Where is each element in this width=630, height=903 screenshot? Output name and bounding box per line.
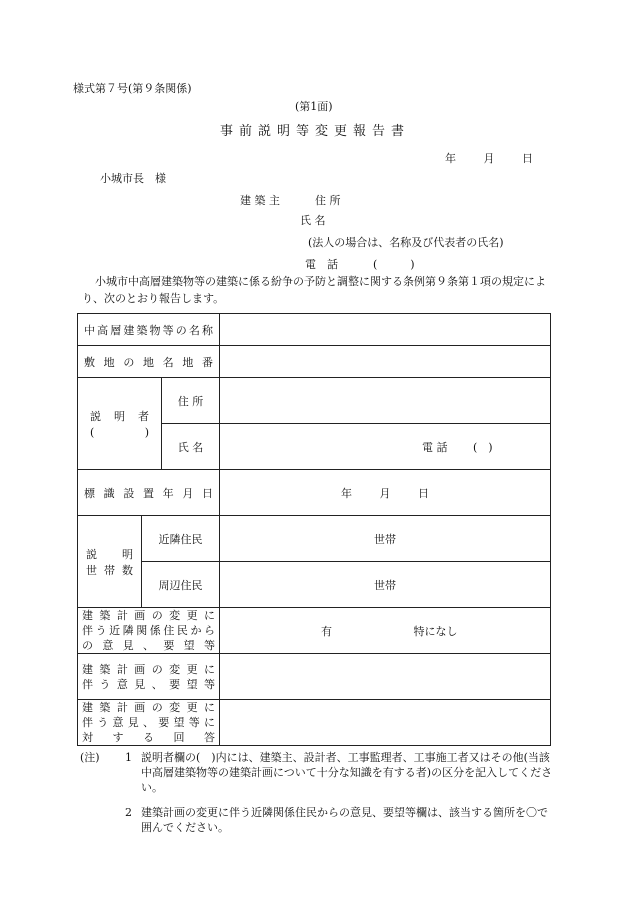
opinions-line-1: 建築計画の変更に (82, 662, 215, 676)
response-line-1: 建築計画の変更に (82, 701, 215, 714)
applicant-phone-row (305, 256, 415, 272)
row-opinions (78, 654, 551, 700)
applicant-phone-parens: ( ) (373, 258, 415, 271)
note-item-2 (125, 805, 555, 835)
row-response (78, 700, 551, 746)
intro-text: 小城市中高層建築物等の建築に係る紛争の予防と調整に関する条例第９条第１項の規定により、次のとおり報告します。 (82, 275, 546, 305)
surrounding-residents-label: 周辺住民 (142, 562, 220, 608)
opinions-yes-option[interactable]: 有 (321, 624, 332, 638)
note-1-number: 1 (125, 751, 132, 764)
site-lot-label: 敷地の地名地番 (78, 346, 220, 378)
document-title: 事前説明等変更報告書 (219, 124, 410, 139)
neighbor-households-value[interactable]: 世帯 (220, 516, 551, 562)
response-field[interactable] (220, 700, 551, 746)
addressee: 小城市長 様 (100, 172, 166, 185)
explainer-parens: ( ) (90, 425, 149, 439)
building-name-field[interactable] (220, 314, 551, 346)
applicant-address-row (240, 192, 341, 208)
explainer-address-label: 住 所 (162, 378, 220, 424)
row-building-name (78, 314, 551, 346)
applicant-name-label: 氏 名 (300, 214, 326, 227)
note-1-text: 説明者欄の( )内には、建築主、設計者、工事監理者、工事施工者又はその他(当該中高層建築物等の建築計画について十分な知識を有する者)の区分を記入してください。 (141, 751, 553, 794)
applicant-phone-label: 電 話 (305, 258, 338, 271)
response-line-2: 伴う意見、要望等に (82, 716, 215, 729)
applicant-role-label: 建 築 主 (240, 194, 280, 207)
explainer-name-field[interactable] (220, 424, 551, 470)
opinions-none-option[interactable]: 特になし (413, 624, 458, 638)
row-neighbor-households (78, 516, 551, 562)
explainer-label-cell (78, 378, 162, 470)
explainer-name-label: 氏 名 (162, 424, 220, 470)
building-name-label: 中高層建築物等の名称 (78, 314, 220, 346)
sign-date-value: 年 月 日 (220, 470, 551, 516)
row-sign-date (78, 470, 551, 516)
response-label (78, 700, 220, 746)
face-label: (第1面) (295, 100, 333, 113)
neighbor-residents-label: 近隣住民 (142, 516, 220, 562)
surrounding-households-value[interactable]: 世帯 (220, 562, 551, 608)
sign-date-label: 標識設置年月日 (78, 470, 220, 516)
row-neighbor-opinions (78, 608, 551, 654)
site-lot-field[interactable] (220, 346, 551, 378)
opinions-neighbors-label (78, 608, 220, 654)
report-date: 年 月 日 (445, 152, 533, 165)
explainer-label: 説 明 者 (90, 409, 149, 423)
opinions-label (78, 654, 220, 700)
notes-head: (注) (80, 751, 100, 764)
households-label-cell (78, 516, 142, 608)
response-line-3: 対 す る 回 答 (82, 731, 215, 744)
note-2-number: 2 (125, 806, 132, 819)
row-surrounding-households (78, 562, 551, 608)
corporate-note: (法人の場合は、名称及び代表者の氏名) (308, 236, 504, 249)
opinions-neighbors-field (220, 608, 551, 654)
explainer-address-field[interactable] (220, 378, 551, 424)
households-label-2: 世帯数 (86, 563, 133, 577)
row-explainer-address (78, 378, 551, 424)
row-site-lot (78, 346, 551, 378)
opinions-field[interactable] (220, 654, 551, 700)
opinions-line-2: 伴う意見、要望等 (82, 677, 215, 691)
opinions-neighbors-line-3: の 意 見 、 要 望 等 (82, 639, 215, 652)
opinions-neighbors-line-2: 伴う近隣関係住民から (82, 624, 215, 637)
explainer-phone-parens: ( ) (473, 440, 493, 454)
note-item-1 (125, 750, 555, 795)
form-number: 様式第７号(第９条関係) (73, 82, 192, 95)
opinions-neighbors-line-1: 建築計画の変更に (82, 609, 215, 622)
explainer-phone-label: 電 話 (422, 440, 448, 454)
households-label-1: 説 明 (86, 547, 133, 561)
report-table (77, 313, 551, 746)
note-2-text: 建築計画の変更に伴う近隣関係住民からの意見、要望等欄は、該当する箇所を〇で囲んでください。 (141, 806, 548, 834)
applicant-address-label: 住 所 (315, 194, 341, 207)
